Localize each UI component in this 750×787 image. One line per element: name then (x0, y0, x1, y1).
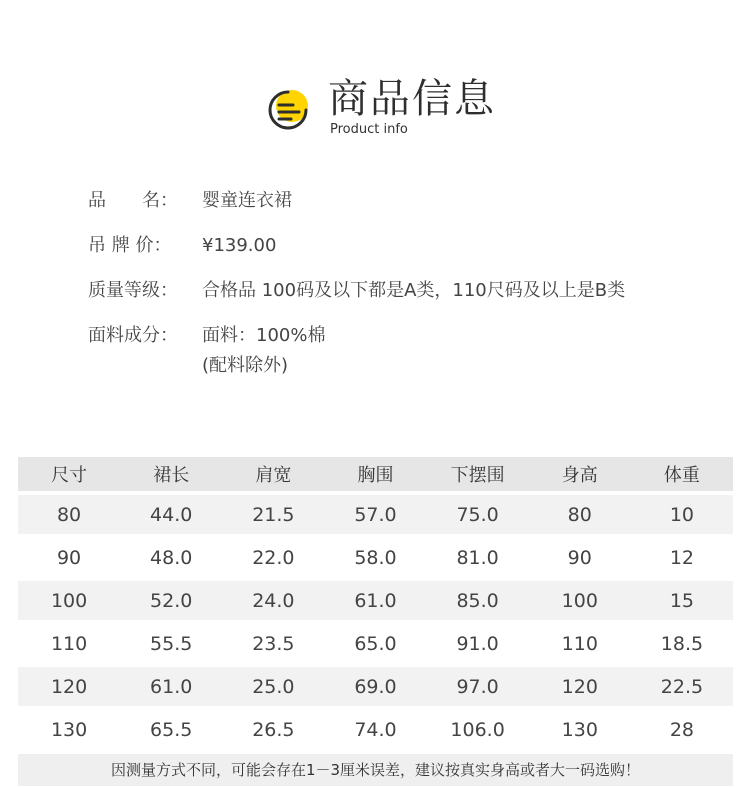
table-cell: 90 (529, 536, 631, 579)
table-cell: 55.5 (120, 622, 222, 665)
column-header: 胸围 (324, 457, 426, 493)
table-header-row (18, 457, 733, 493)
table-cell: 120 (529, 665, 631, 708)
table-cell: 52.0 (120, 579, 222, 622)
table-cell: 61.0 (120, 665, 222, 708)
table-cell: 110 (18, 622, 120, 665)
info-value: ¥139.00 (202, 235, 277, 256)
table-cell: 80 (529, 493, 631, 536)
info-label: 吊 牌 价： (88, 235, 172, 256)
info-row-material (88, 321, 688, 381)
table-cell: 48.0 (120, 536, 222, 579)
table-cell: 22.0 (222, 536, 324, 579)
table-cell: 100 (18, 579, 120, 622)
table-cell: 97.0 (427, 665, 529, 708)
section-title: 商品信息 (328, 76, 496, 122)
info-label: 品 名： (88, 190, 178, 211)
table-cell: 44.0 (120, 493, 222, 536)
column-header: 体重 (631, 457, 733, 493)
table-cell: 65.5 (120, 708, 222, 749)
table-cell: 75.0 (427, 493, 529, 536)
table-cell: 120 (18, 665, 120, 708)
info-row-name (88, 186, 688, 216)
table-cell: 24.0 (222, 579, 324, 622)
table-cell: 100 (529, 579, 631, 622)
table-row (18, 579, 733, 622)
info-label: 质量等级： (88, 280, 178, 301)
info-value: 面料：100%棉 (配料除外) (202, 325, 326, 376)
table-cell: 25.0 (222, 665, 324, 708)
table-cell: 110 (529, 622, 631, 665)
table-cell: 106.0 (427, 708, 529, 749)
column-header: 肩宽 (222, 457, 324, 493)
section-header (264, 74, 524, 144)
column-header: 裙长 (120, 457, 222, 493)
column-header: 尺寸 (18, 457, 120, 493)
info-value: 婴童连衣裙 (202, 190, 292, 211)
table-cell: 130 (529, 708, 631, 749)
table-cell: 23.5 (222, 622, 324, 665)
section-subtitle: Product info (330, 122, 408, 137)
info-row-quality (88, 276, 688, 306)
table-cell: 69.0 (324, 665, 426, 708)
table-cell: 91.0 (427, 622, 529, 665)
table-row (18, 493, 733, 536)
measurement-note: 因测量方式不同，可能会存在1－3厘米误差，建议按真实身高或者大一码选购！ (18, 754, 733, 786)
table-cell: 28 (631, 708, 733, 749)
table-cell: 15 (631, 579, 733, 622)
info-label: 面料成分： (88, 325, 178, 346)
table-cell: 18.5 (631, 622, 733, 665)
table-cell: 12 (631, 536, 733, 579)
table-cell: 58.0 (324, 536, 426, 579)
table-cell: 90 (18, 536, 120, 579)
table-row (18, 708, 733, 749)
table-cell: 61.0 (324, 579, 426, 622)
table-cell: 85.0 (427, 579, 529, 622)
info-value: 合格品 100码及以下都是A类，110尺码及以上是B类 (202, 280, 626, 301)
table-cell: 21.5 (222, 493, 324, 536)
column-header: 下摆围 (427, 457, 529, 493)
table-cell: 130 (18, 708, 120, 749)
info-row-price (88, 231, 688, 261)
table-row (18, 622, 733, 665)
size-table (18, 457, 733, 749)
table-cell: 80 (18, 493, 120, 536)
product-info-list (88, 186, 688, 396)
table-cell: 74.0 (324, 708, 426, 749)
table-cell: 26.5 (222, 708, 324, 749)
table-row (18, 665, 733, 708)
document-lines-icon (264, 86, 312, 134)
table-cell: 22.5 (631, 665, 733, 708)
table-cell: 65.0 (324, 622, 426, 665)
column-header: 身高 (529, 457, 631, 493)
table-cell: 10 (631, 493, 733, 536)
table-row (18, 536, 733, 579)
table-cell: 81.0 (427, 536, 529, 579)
table-cell: 57.0 (324, 493, 426, 536)
